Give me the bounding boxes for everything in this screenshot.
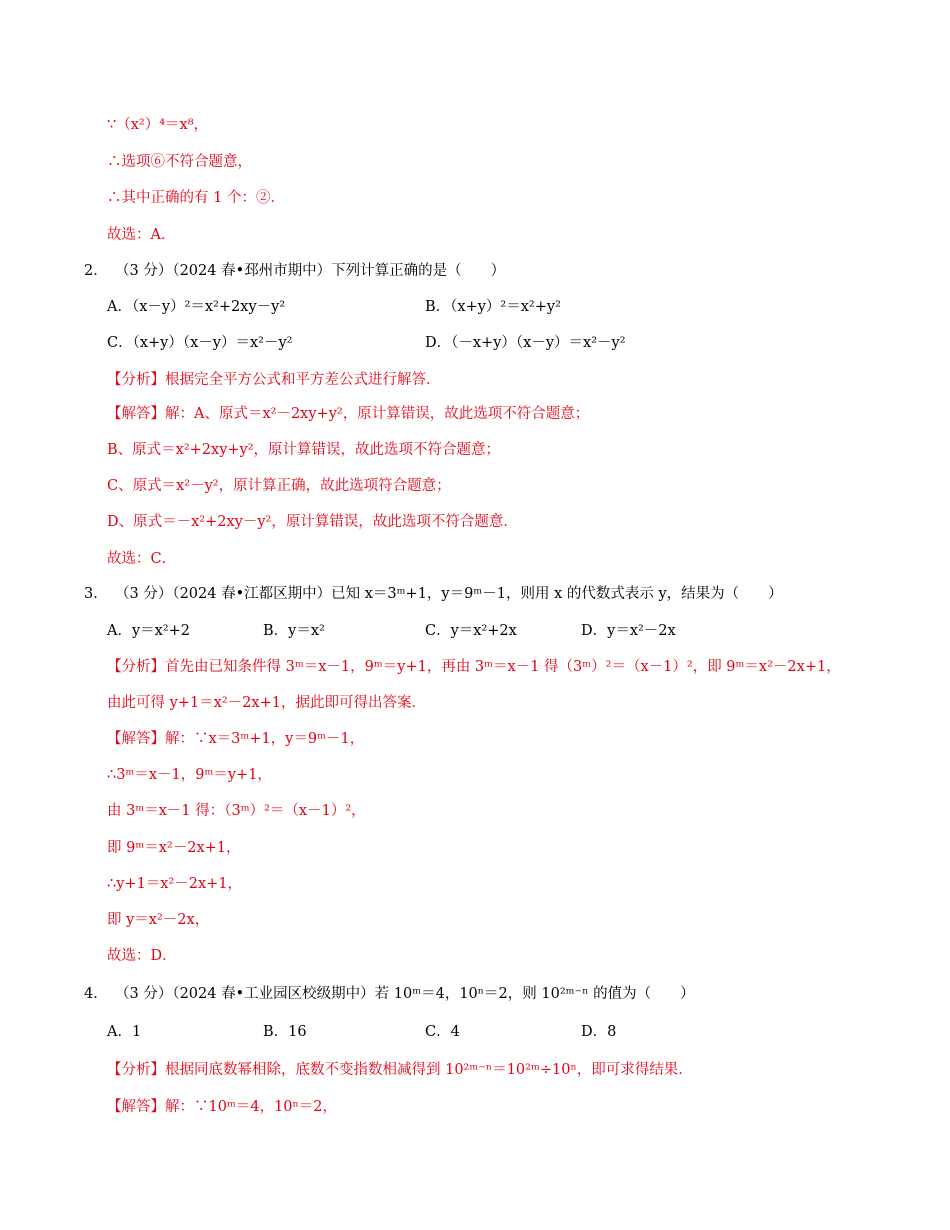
q4-number: 4．: [84, 986, 108, 1002]
q3-option-d: D．y＝x²－2x: [581, 623, 676, 639]
q2-solution-line-4: D、原式＝－x²+2xy－y²，原计算错误，故此选项不符合题意．: [107, 514, 518, 530]
q2-option-c: C．（x+y）（x－y）＝x²－y²: [107, 335, 293, 351]
prev-solution-line-2: ∴选项⑥不符合题意，: [107, 154, 252, 170]
q4-option-a: A．1: [107, 1024, 142, 1040]
q2-solution-line-1: 【解答】解：A、原式＝x²－2xy+y²，原计算错误，故此选项不符合题意；: [107, 406, 590, 422]
q2-number: 2．: [84, 263, 108, 279]
q3-analysis-line-1: 【分析】首先由已知条件得 3ᵐ＝x－1，9ᵐ＝y+1，再由 3ᵐ＝x－1 得（3ᵐ）²＝（x－1）²，即 9ᵐ＝x²－2x+1，: [107, 659, 841, 675]
q2-analysis: 【分析】根据完全平方公式和平方差公式进行解答．: [107, 372, 441, 388]
q3-answer: 故选：D．: [107, 948, 177, 964]
q2-solution-line-3: C、原式＝x²－y²，原计算正确，故此选项符合题意；: [107, 478, 451, 494]
q2-stem: （3 分）（2024 春•邳州市期中）下列计算正确的是（ ）: [115, 263, 506, 279]
q3-option-c: C．y＝x²+2x: [425, 623, 517, 639]
q4-option-b: B．16: [263, 1024, 307, 1040]
q3-stem: （3 分）（2024 春•江都区期中）已知 x＝3ᵐ+1，y＝9ᵐ－1，则用 x 的代数式表示 y，结果为（ ）: [115, 586, 783, 602]
q3-option-a: A．y＝x²+2: [107, 623, 191, 639]
prev-solution-line-1: ∵（x²）⁴＝x⁸，: [107, 117, 209, 133]
q3-solution-line-4: 即 9ᵐ＝x²－2x+1，: [107, 840, 241, 856]
q3-number: 3．: [84, 586, 108, 602]
q2-option-d: D．（－x+y）（x－y）＝x²－y²: [425, 335, 626, 351]
q2-solution-line-2: B、原式＝x²+2xy+y²，原计算错误，故此选项不符合题意；: [107, 442, 501, 458]
q3-solution-line-2: ∴3ᵐ＝x－1，9ᵐ＝y+1，: [107, 767, 272, 783]
q3-solution-line-3: 由 3ᵐ＝x－1 得：（3ᵐ）²＝（x－1）²，: [107, 803, 366, 819]
q3-solution-line-1: 【解答】解：∵x＝3ᵐ+1，y＝9ᵐ－1，: [107, 731, 365, 747]
q2-option-a: A．（x－y）²＝x²+2xy－y²: [107, 299, 286, 315]
q3-analysis-line-2: 由此可得 y+1＝x²－2x+1，据此即可得出答案．: [107, 695, 426, 711]
q2-option-b: B．（x+y）²＝x²+y²: [425, 299, 561, 315]
q3-solution-line-5: ∴y+1＝x²－2x+1，: [107, 876, 243, 892]
q2-answer: 故选：C．: [107, 551, 177, 567]
prev-solution-line-3: ∴其中正确的有 1 个：②．: [107, 190, 285, 206]
prev-answer: 故选：A．: [107, 227, 176, 243]
q4-stem: （3 分）（2024 春•工业园区校级期中）若 10ᵐ＝4，10ⁿ＝2，则 10²ᵐ⁻ⁿ 的值为（ ）: [115, 986, 695, 1002]
q4-option-d: D．8: [581, 1024, 617, 1040]
q4-solution-line-1: 【解答】解：∵10ᵐ＝4，10ⁿ＝2，: [107, 1099, 338, 1115]
q4-option-c: C．4: [425, 1024, 460, 1040]
q4-analysis: 【分析】根据同底数幂相除，底数不变指数相减得到 10²ᵐ⁻ⁿ＝10²ᵐ÷10ⁿ，即可求得结果．: [107, 1062, 693, 1078]
q3-option-b: B．y＝x²: [263, 623, 325, 639]
q3-solution-line-6: 即 y＝x²－2x，: [107, 912, 210, 928]
